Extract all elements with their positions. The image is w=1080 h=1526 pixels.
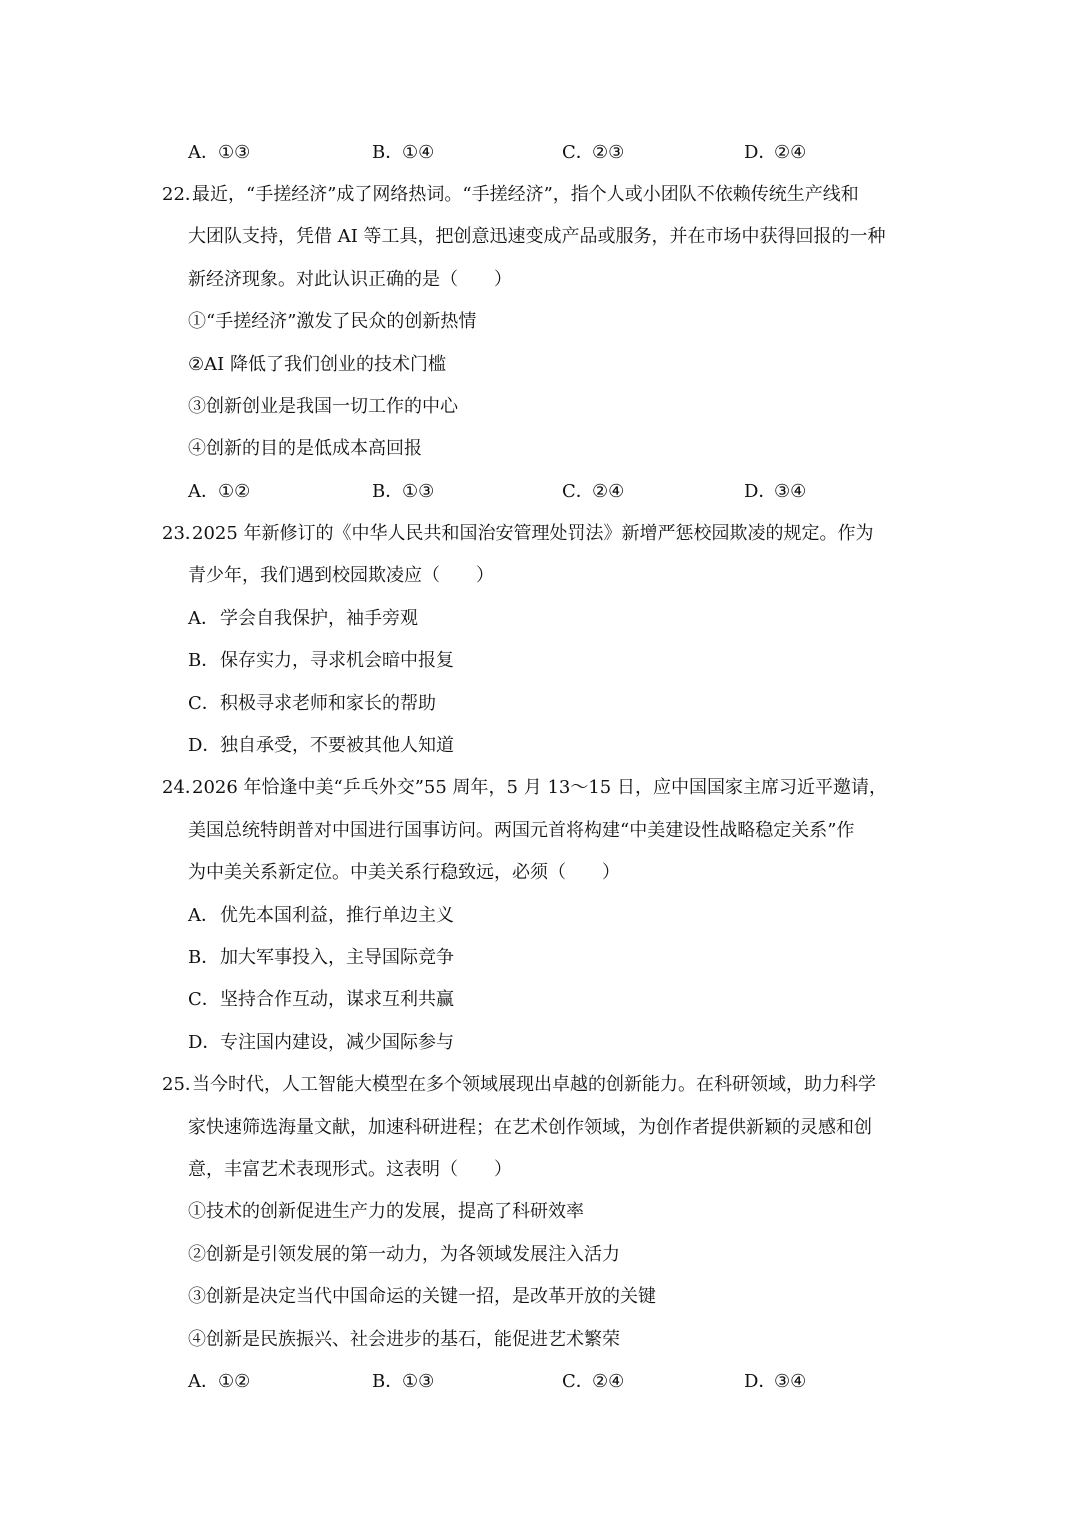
q24-number: 24． (162, 777, 203, 798)
q23-stem-line-1: 23．2025 年新修订的《中华人民共和国治安管理处罚法》新增严惩校园欺凌的规定。作为 (162, 523, 874, 544)
q25-options (188, 1370, 928, 1394)
q22-option-b: B．①③ (372, 481, 435, 502)
q21-option-d: D．②④ (744, 142, 807, 163)
q22-option-c: C．②④ (562, 481, 625, 502)
q25-option-d: D．③④ (744, 1371, 807, 1392)
q22-statement-3: ③创新创业是我国一切工作的中心 (188, 396, 458, 417)
q23-option-a: A．学会自我保护，袖手旁观 (188, 608, 418, 629)
q25-stem-line-2: 家快速筛选海量文献，加速科研进程；在艺术创作领域，为创作者提供新颖的灵感和创 (188, 1117, 872, 1138)
q24-option-b: B．加大军事投入，主导国际竞争 (188, 947, 454, 968)
q22-statement-2: ②AI 降低了我们创业的技术门槛 (188, 354, 446, 375)
q22-number: 22． (162, 184, 203, 205)
q24-stem-line-1: 24．2026 年恰逢中美“乒乓外交”55 周年，5 月 13～15 日，应中国国家主席习近平邀请， (162, 777, 887, 798)
q21-option-b: B．①④ (372, 142, 435, 163)
q25-statement-1: ①技术的创新促进生产力的发展，提高了科研效率 (188, 1201, 584, 1222)
q25-number: 25． (162, 1074, 203, 1095)
q25-statement-2: ②创新是引领发展的第一动力，为各领域发展注入活力 (188, 1244, 620, 1265)
q22-stem-line-2: 大团队支持，凭借 AI 等工具，把创意迅速变成产品或服务，并在市场中获得回报的一种 (188, 226, 886, 247)
q24-stem-line-2: 美国总统特朗普对中国进行国事访问。两国元首将构建“中美建设性战略稳定关系”作 (188, 820, 855, 841)
q24-stem-line-3: 为中美关系新定位。中美关系行稳致远，必须（ ） (188, 862, 620, 883)
q22-stem-line-1: 22．最近，“手搓经济”成了网络热词。“手搓经济”，指个人或小团队不依赖传统生产线和 (162, 184, 859, 205)
q23-stem-line-2: 青少年，我们遇到校园欺凌应（ ） (188, 565, 494, 586)
q23-option-d: D．独自承受，不要被其他人知道 (188, 735, 454, 756)
q25-statement-3: ③创新是决定当代中国命运的关键一招，是改革开放的关键 (188, 1286, 656, 1307)
q25-option-a: A．①② (188, 1371, 251, 1392)
q23-option-c: C．积极寻求老师和家长的帮助 (188, 693, 436, 714)
q22-stem-line-3: 新经济现象。对此认识正确的是（ ） (188, 269, 512, 290)
q22-statement-1: ①“手搓经济”激发了民众的创新热情 (188, 311, 477, 332)
q25-stem-line-1: 25．当今时代，人工智能大模型在多个领域展现出卓越的创新能力。在科研领域，助力科学 (162, 1074, 876, 1095)
q22-option-d: D．③④ (744, 481, 807, 502)
q25-option-c: C．②④ (562, 1371, 625, 1392)
q21-options (188, 141, 928, 165)
q22-statement-4: ④创新的目的是低成本高回报 (188, 438, 422, 459)
q22-options (188, 480, 928, 504)
q23-number: 23． (162, 523, 203, 544)
q25-stem-line-3: 意，丰富艺术表现形式。这表明（ ） (188, 1159, 512, 1180)
q23-option-b: B．保存实力，寻求机会暗中报复 (188, 650, 454, 671)
q25-statement-4: ④创新是民族振兴、社会进步的基石，能促进艺术繁荣 (188, 1329, 620, 1350)
q24-option-a: A．优先本国利益，推行单边主义 (188, 905, 454, 926)
q24-option-c: C．坚持合作互动，谋求互利共赢 (188, 989, 454, 1010)
q22-option-a: A．①② (188, 481, 251, 502)
q25-option-b: B．①③ (372, 1371, 435, 1392)
q21-option-c: C．②③ (562, 142, 625, 163)
q24-option-d: D．专注国内建设，减少国际参与 (188, 1032, 454, 1053)
q21-option-a: A．①③ (188, 142, 251, 163)
